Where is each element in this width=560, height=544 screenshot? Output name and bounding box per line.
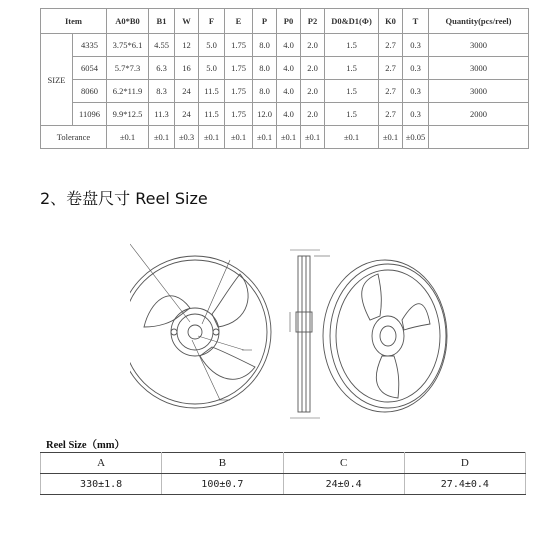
table-cell: 2.0: [301, 34, 325, 57]
table-cell: 24: [175, 103, 199, 126]
reel-header-c: C: [283, 453, 404, 474]
table-cell: 1.5: [325, 103, 379, 126]
reel-header-a: A: [41, 453, 162, 474]
table-cell: 24: [175, 80, 199, 103]
table-cell: 6.2*11.9: [107, 80, 149, 103]
reel-header-row: [41, 453, 526, 474]
table-cell: 4335: [73, 34, 107, 57]
tolerance-cell: ±0.1: [325, 126, 379, 149]
tolerance-cell: ±0.3: [175, 126, 199, 149]
tolerance-cell-empty: [429, 126, 529, 149]
reel-value-c: 24±0.4: [283, 474, 404, 495]
table-cell: 11.3: [149, 103, 175, 126]
header-e: E: [225, 9, 253, 34]
table-cell: 4.0: [277, 80, 301, 103]
reel-drawing: [130, 232, 460, 432]
table-row: [41, 103, 529, 126]
table-cell: 3.75*6.1: [107, 34, 149, 57]
header-p0: P0: [277, 9, 301, 34]
table-cell: 1.5: [325, 57, 379, 80]
carrier-tape-table-wrapper: [40, 8, 528, 149]
carrier-tape-table: [40, 8, 529, 149]
table-cell: 8.3: [149, 80, 175, 103]
header-quantity: Quantity(pcs/reel): [429, 9, 529, 34]
tolerance-cell: ±0.1: [225, 126, 253, 149]
tolerance-cell: ±0.1: [301, 126, 325, 149]
reel-value-a: 330±1.8: [41, 474, 162, 495]
header-p2: P2: [301, 9, 325, 34]
reel-value-d: 27.4±0.4: [404, 474, 525, 495]
header-t: T: [403, 9, 429, 34]
header-w: W: [175, 9, 199, 34]
table-cell: 6.3: [149, 57, 175, 80]
table-cell: 1.75: [225, 103, 253, 126]
table-cell: 1.75: [225, 34, 253, 57]
header-d0d1: D0&D1(Φ): [325, 9, 379, 34]
table-cell: 3000: [429, 57, 529, 80]
reel-side-view: [290, 250, 330, 418]
table-cell: 2000: [429, 103, 529, 126]
table-cell: 0.3: [403, 34, 429, 57]
tolerance-row: [41, 126, 529, 149]
reel-size-caption: Reel Size（mm）: [46, 440, 126, 451]
table-cell: 3000: [429, 80, 529, 103]
table-cell: 4.0: [277, 57, 301, 80]
tolerance-cell: ±0.1: [277, 126, 301, 149]
header-p: P: [253, 9, 277, 34]
table-cell: 1.75: [225, 80, 253, 103]
table-cell: 0.3: [403, 103, 429, 126]
table-cell: 2.0: [301, 80, 325, 103]
table-cell: 4.0: [277, 103, 301, 126]
table-cell: 2.7: [379, 57, 403, 80]
header-b1: B1: [149, 9, 175, 34]
section-title: 2、卷盘尺寸 Reel Size: [40, 189, 208, 208]
tolerance-cell: ±0.05: [403, 126, 429, 149]
table-cell: 16: [175, 57, 199, 80]
tolerance-cell: ±0.1: [199, 126, 225, 149]
table-cell: 9.9*12.5: [107, 103, 149, 126]
tolerance-cell: ±0.1: [149, 126, 175, 149]
tolerance-label: Tolerance: [41, 126, 107, 149]
table-row: [41, 80, 529, 103]
table-cell: 8.0: [253, 57, 277, 80]
header-a0b0: A0*B0: [107, 9, 149, 34]
table-cell: 11096: [73, 103, 107, 126]
header-k0: K0: [379, 9, 403, 34]
table-cell: 5.0: [199, 34, 225, 57]
tolerance-cell: ±0.1: [379, 126, 403, 149]
header-item: Item: [41, 9, 107, 34]
reel-value-b: 100±0.7: [162, 474, 283, 495]
reel-header-b: B: [162, 453, 283, 474]
tolerance-cell: ±0.1: [107, 126, 149, 149]
reel-header-d: D: [404, 453, 525, 474]
table-cell: 4.55: [149, 34, 175, 57]
table-cell: 0.3: [403, 80, 429, 103]
table-row: [41, 34, 529, 57]
table-cell: 2.7: [379, 103, 403, 126]
table-cell: 1.5: [325, 34, 379, 57]
reel-size-table: [40, 452, 526, 495]
table-cell: 2.7: [379, 80, 403, 103]
header-f: F: [199, 9, 225, 34]
table-cell: 4.0: [277, 34, 301, 57]
table-cell: 6054: [73, 57, 107, 80]
tape-header-row: [41, 9, 529, 34]
table-cell: 8.0: [253, 34, 277, 57]
table-cell: 2.0: [301, 57, 325, 80]
reel-front-view: [130, 244, 271, 408]
table-cell: 2.7: [379, 34, 403, 57]
table-cell: 0.3: [403, 57, 429, 80]
reel-perspective-view: [323, 260, 447, 412]
table-row: [41, 57, 529, 80]
reel-value-row: [41, 474, 526, 495]
table-cell: 8060: [73, 80, 107, 103]
table-cell: 11.5: [199, 103, 225, 126]
table-cell: 1.5: [325, 80, 379, 103]
tolerance-cell: ±0.1: [253, 126, 277, 149]
table-cell: 8.0: [253, 80, 277, 103]
table-cell: 3000: [429, 34, 529, 57]
table-cell: 1.75: [225, 57, 253, 80]
table-cell: 2.0: [301, 103, 325, 126]
table-cell: 12: [175, 34, 199, 57]
table-cell: 5.0: [199, 57, 225, 80]
table-cell: 11.5: [199, 80, 225, 103]
size-label: SIZE: [41, 34, 73, 126]
table-cell: 12.0: [253, 103, 277, 126]
table-cell: 5.7*7.3: [107, 57, 149, 80]
